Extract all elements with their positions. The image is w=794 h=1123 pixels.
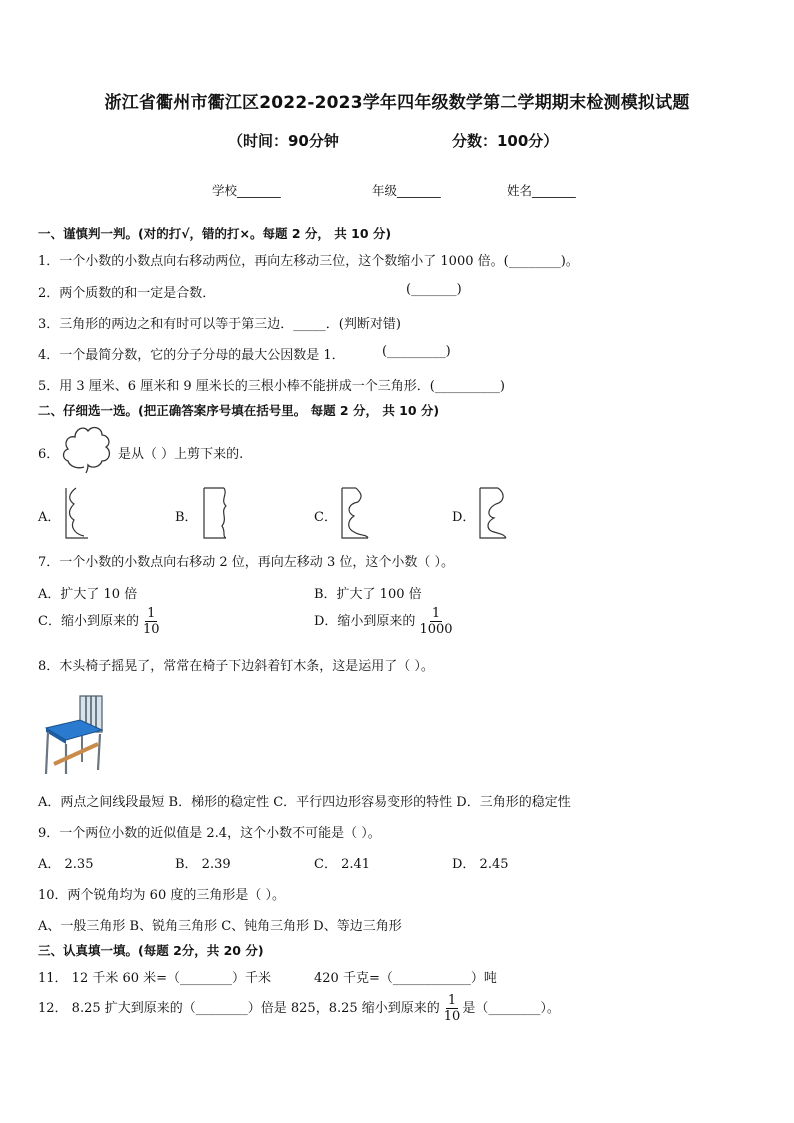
grade-field[interactable]: 年级_______ (372, 183, 441, 198)
fraction-denominator: 10 (142, 622, 160, 637)
fraction-denominator: 10 (443, 1009, 461, 1024)
q7-option-b[interactable]: B．扩大了 100 倍 (314, 587, 422, 602)
question-10: 10．两个锐角均为 60 度的三角形是（ ）。 (38, 888, 285, 903)
q7-option-c-label: C．缩小到原来的 (38, 614, 139, 629)
q6-option-d[interactable]: D． (452, 510, 476, 525)
q6-option-c[interactable]: C． (314, 510, 337, 525)
question-2: 2．两个质数的和一定是合数． (38, 286, 216, 301)
question-6-text: 是从（ ）上剪下来的. (118, 447, 244, 462)
q7-option-d-label: D．缩小到原来的 (314, 614, 416, 629)
question-11-part-1[interactable]: 11． 12 千米 60 米=（________）千米 (38, 971, 272, 986)
folded-paper-c-icon (338, 486, 372, 540)
q7-option-c[interactable] (38, 606, 162, 637)
question-5: 5．用 3 厘米、6 厘米和 9 厘米长的三根小棒不能拼成一个三角形．(__________) (38, 379, 505, 394)
fraction-numerator: 1 (147, 606, 156, 621)
folded-paper-d-icon (476, 486, 510, 540)
fraction-one-thousandth (417, 606, 454, 637)
question-11-part-2[interactable]: 420 千克=（____________）吨 (314, 971, 497, 986)
section-2-heading: 二、仔细选一选。(把正确答案序号填在括号里。 每题 2 分， 共 10 分) (38, 403, 440, 418)
question-12-part-2: 是（________）。 (462, 1001, 560, 1016)
fraction-denominator: 1000 (419, 622, 453, 637)
q6-option-b[interactable]: B． (175, 510, 198, 525)
fraction-one-tenth (141, 606, 162, 637)
q9-option-c[interactable]: C． 2.41 (314, 857, 371, 872)
question-4-blank[interactable]: (_________) (382, 344, 451, 359)
q7-option-a[interactable]: A．扩大了 10 倍 (38, 587, 138, 602)
question-3: 3．三角形的两边之和有时可以等于第三边．_____．(判断对错) (38, 317, 401, 332)
question-12-part-1: 12． 8.25 扩大到原来的（________）倍是 825，8.25 缩小到原来的 (38, 1001, 440, 1016)
exam-score: 分数：100分） (452, 132, 559, 150)
question-7: 7．一个小数的小数点向右移动 2 位，再向左移动 3 位，这个小数（ ）。 (38, 555, 454, 570)
q9-option-b[interactable]: B． 2.39 (175, 857, 231, 872)
exam-title: 浙江省衢州市衢江区2022-2023学年四年级数学第二学期期末检测模拟试题 (104, 93, 690, 113)
q9-option-d[interactable]: D． 2.45 (452, 857, 509, 872)
question-8-options[interactable]: A．两点之间线段最短 B．梯形的稳定性 C．平行四边形容易变形的特性 D．三角形的稳定性 (38, 795, 571, 810)
section-3-heading: 三、认真填一填。(每题 2分，共 20 分) (38, 943, 264, 958)
fraction-numerator: 1 (431, 606, 441, 621)
exam-time: （时间：90分钟 (228, 132, 339, 150)
question-1: 1．一个小数的小数点向右移动两位，再向左移动三位，这个数缩小了 1000 倍。(________)。 (38, 254, 579, 269)
question-8: 8．木头椅子摇晃了，常常在椅子下边斜着钉木条，这是运用了（ ）。 (38, 659, 434, 674)
folded-paper-a-icon (62, 486, 92, 540)
section-1-heading: 一、谨慎判一判。(对的打√，错的打×。每题 2 分， 共 10 分) (38, 226, 392, 241)
q7-option-d[interactable] (314, 606, 455, 637)
question-6-number: 6． (38, 447, 60, 462)
q9-option-a[interactable]: A． 2.35 (38, 857, 94, 872)
question-2-blank[interactable]: (_______) (406, 282, 462, 297)
chair-illustration (40, 690, 106, 776)
cloud-shape-icon (60, 423, 114, 475)
question-9: 9．一个两位小数的近似值是 2.4，这个小数不可能是（ ）。 (38, 826, 381, 841)
school-field[interactable]: 学校_______ (212, 183, 281, 198)
question-12[interactable] (38, 993, 560, 1024)
question-10-options[interactable]: A、一般三角形 B、锐角三角形 C、钝角三角形 D、等边三角形 (38, 919, 402, 934)
folded-paper-b-icon (200, 486, 234, 540)
fraction-numerator: 1 (447, 993, 457, 1008)
q6-option-a[interactable]: A． (38, 510, 61, 525)
question-4: 4．一个最简分数，它的分子分母的最大公因数是 1． (38, 348, 345, 363)
name-field[interactable]: 姓名_______ (507, 183, 576, 198)
fraction-one-tenth (442, 993, 463, 1024)
